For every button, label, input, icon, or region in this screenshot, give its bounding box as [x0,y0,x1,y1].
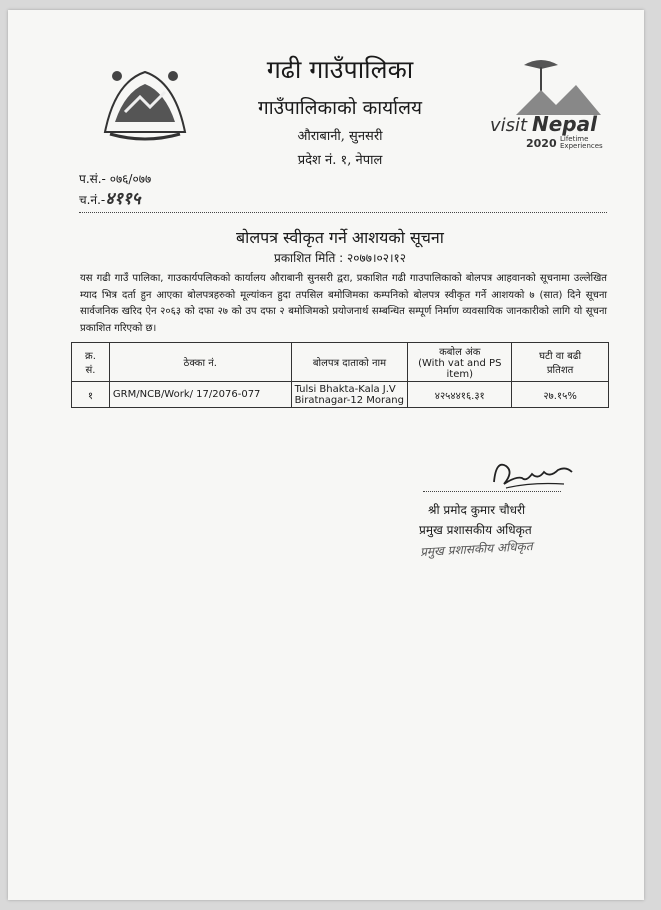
cell-bidder: Tulsi Bhakta-Kala J.V Biratnagar-12 Morang [291,382,408,408]
cell-sn: १ [72,382,110,408]
org-name: गढी गाउँपालिका [266,55,414,84]
header-sn: क्र. सं. [72,343,110,382]
header-bidder: बोलपत्र दाताको नाम [291,343,408,382]
notice-title: बोलपत्र स्वीकृत गर्ने आशयको सूचना [236,228,444,247]
address: औराबानी, सुनसरी [297,129,383,144]
signature-line [423,491,561,492]
designation-stamp: प्रमुख प्रशासकीय अधिकृत [419,539,533,559]
table-header-row [72,343,609,382]
logo-nepal-text: Nepal [532,112,597,136]
office-name: गाउँपालिकाको कार्यालय [258,97,422,119]
dispatch-number-value: ४११५ [105,189,141,209]
bid-table [71,342,609,408]
header-amount: कबोल अंक (With vat and PS item) [408,343,512,382]
signatory-name: श्री प्रमोद कुमार चौधरी [428,503,526,517]
table-row [72,382,609,408]
dispatch-number-label: च.नं.- [79,193,106,207]
header-divider [79,212,607,213]
published-date: प्रकाशित मिति : २०७७।०२।१२ [274,251,406,265]
logo-year-text: 2020 [526,137,557,150]
notice-body: यस गढी गाउँ पालिका, गाउकार्यपलिकको कार्यालय औराबानी सुनसरी द्वरा, प्रकाशित गढी गाउपालिकाको बोलपत्र आहवानको सूचनामा उल्लेखित म्याद भित्र दर्ता हुन आएका बोलपत्रहरुको मूल्यांकन हुदा तपसिल बमोजिमका कम्पनिको बोलपत्र स्वीकृत गर्ने आशयको ७ (सात) दिने सूचना सार्वजनिक खरिद ऐन २०६३ को दफा २७ को उप दफा २ बमोजिमको प्रयोजनार्थ सम्बन्धित सम्पूर्ण निर्माण व्यवसायिक जानकारीको लागि यो सूचना प्रकाशित गरिएको छ। [80,273,607,334]
header-contract: ठेक्का नं. [109,343,291,382]
cell-contract: GRM/NCB/Work/ 17/2076-077 [109,382,291,408]
visit-nepal-logo [486,55,608,155]
logo-tagline1: Lifetime [560,135,589,143]
letter-number-value: ०७६/०७७ [109,172,152,186]
province: प्रदेश नं. १, नेपाल [297,153,383,168]
dispatch-number [79,186,141,209]
logo-visit-text: visit [490,115,528,136]
letter-number-label: प.सं.- [79,172,110,186]
cell-variance: २७.१५% [512,382,609,408]
cell-amount: ४२५४४१६.३१ [408,382,512,408]
logo-tagline2: Experiences [560,142,603,150]
letter-number [79,170,151,187]
signatory-designation: प्रमुख प्रशासकीय अधिकृत [419,523,532,537]
header-variance: घटी वा बढी प्रतिशत [512,343,609,382]
